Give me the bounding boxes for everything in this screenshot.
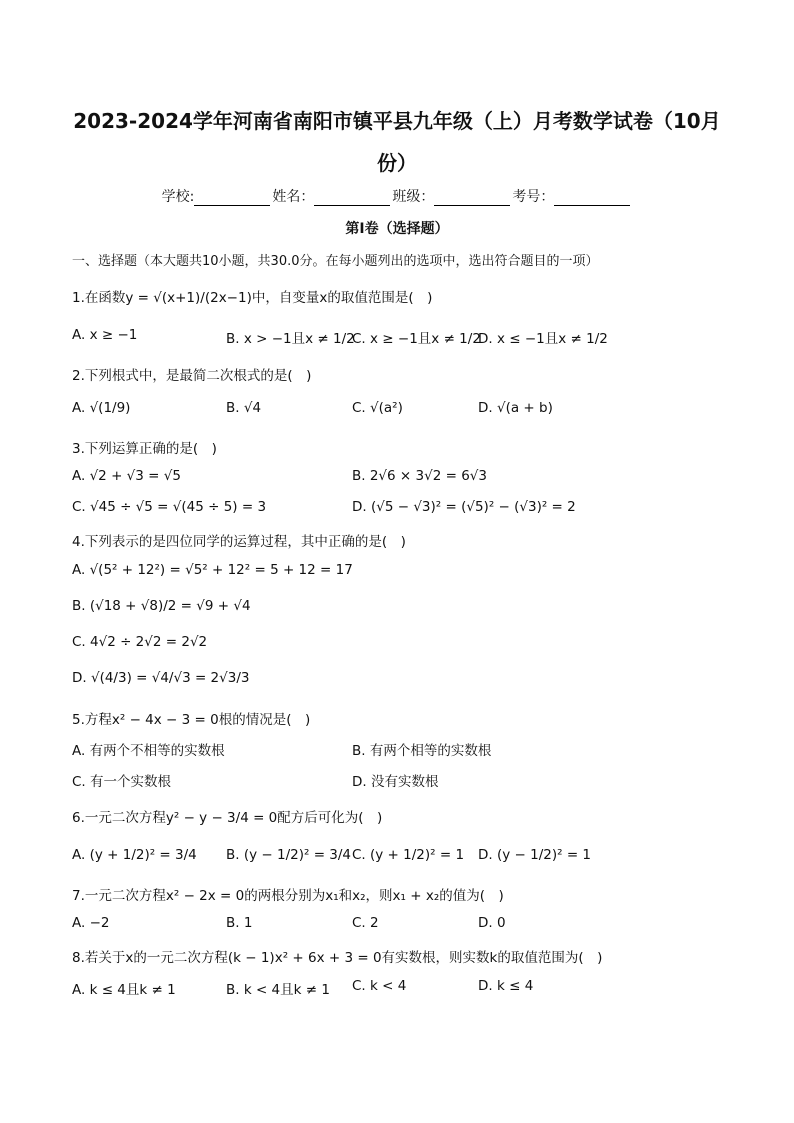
question-7-option-b[interactable]: B. 1 <box>226 915 253 931</box>
exam-no-blank[interactable] <box>554 191 630 206</box>
question-1-option-a[interactable]: A. x ≥ −1 <box>72 327 138 343</box>
question-6-option-d[interactable]: D. (y − 1/2)² = 1 <box>478 847 592 863</box>
question-5-option-b[interactable]: B. 有两个相等的实数根 <box>352 743 492 759</box>
name-blank[interactable] <box>314 191 390 206</box>
student-info-line <box>0 186 794 206</box>
question-3-option-b[interactable]: B. 2√6 × 3√2 = 6√3 <box>352 468 487 484</box>
question-8-option-c[interactable]: C. k < 4 <box>352 978 407 994</box>
school-label: 学校: <box>161 189 195 205</box>
question-4-option-a[interactable]: A. √(5² + 12²) = √5² + 12² = 5 + 12 = 17 <box>72 562 353 578</box>
question-1-stem: 1.在函数y = √(x+1)/(2x−1)中，自变量x的取值范围是( ) <box>72 290 433 306</box>
school-blank[interactable] <box>194 191 270 206</box>
question-1-option-d[interactable]: D. x ≤ −1且x ≠ 1/2 <box>478 331 608 347</box>
question-3-stem: 3.下列运算正确的是( ) <box>72 441 217 457</box>
question-3-option-a[interactable]: A. √2 + √3 = √5 <box>72 468 181 484</box>
question-4-option-d[interactable]: D. √(4/3) = √4/√3 = 2√3/3 <box>72 670 250 686</box>
question-3-option-d[interactable]: D. (√5 − √3)² = (√5)² − (√3)² = 2 <box>352 499 576 515</box>
question-5-option-c[interactable]: C. 有一个实数根 <box>72 774 172 790</box>
question-2-option-d[interactable]: D. √(a + b) <box>478 400 553 416</box>
question-8-stem: 8.若关于x的一元二次方程(k − 1)x² + 6x + 3 = 0有实数根，则实数k的取值范围为( ) <box>72 950 603 966</box>
question-1-option-b[interactable]: B. x > −1且x ≠ 1/2 <box>226 331 355 347</box>
question-4-stem: 4.下列表示的是四位同学的运算过程，其中正确的是( ) <box>72 534 406 550</box>
question-5-option-a[interactable]: A. 有两个不相等的实数根 <box>72 743 225 759</box>
part-title: 第I卷（选择题） <box>345 221 449 237</box>
section-title: 一、选择题（本大题共10小题，共30.0分。在每小题列出的选项中，选出符合题目的一项） <box>72 254 599 269</box>
question-7-stem: 7.一元二次方程x² − 2x = 0的两根分别为x₁和x₂，则x₁ + x₂的值为( ) <box>72 888 504 904</box>
question-7-option-d[interactable]: D. 0 <box>478 915 506 931</box>
exam-no-label: 考号： <box>512 189 555 205</box>
question-6-option-c[interactable]: C. (y + 1/2)² = 1 <box>352 847 465 863</box>
question-5-stem: 5.方程x² − 4x − 3 = 0根的情况是( ) <box>72 712 311 728</box>
question-8-option-d[interactable]: D. k ≤ 4 <box>478 978 534 994</box>
question-2-option-a[interactable]: A. √(1/9) <box>72 400 131 416</box>
question-7-option-c[interactable]: C. 2 <box>352 915 379 931</box>
question-5-option-d[interactable]: D. 没有实数根 <box>352 774 439 790</box>
question-8-option-b[interactable]: B. k < 4且k ≠ 1 <box>226 982 330 998</box>
title-line-2: 份） <box>377 151 417 175</box>
question-7-option-a[interactable]: A. −2 <box>72 915 110 931</box>
question-2-option-c[interactable]: C. √(a²) <box>352 400 403 416</box>
question-1-option-c[interactable]: C. x ≥ −1且x ≠ 1/2 <box>352 331 481 347</box>
question-4-option-b[interactable]: B. (√18 + √8)/2 = √9 + √4 <box>72 598 251 614</box>
question-8-option-a[interactable]: A. k ≤ 4且k ≠ 1 <box>72 982 176 998</box>
exam-title <box>60 100 734 184</box>
question-6-stem: 6.一元二次方程y² − y − 3/4 = 0配方后可化为( ) <box>72 810 383 826</box>
name-label: 姓名： <box>272 189 315 205</box>
question-2-option-b[interactable]: B. √4 <box>226 400 262 416</box>
question-2-stem: 2.下列根式中，是最简二次根式的是( ) <box>72 368 312 384</box>
question-4-option-c[interactable]: C. 4√2 ÷ 2√2 = 2√2 <box>72 634 208 650</box>
question-6-option-a[interactable]: A. (y + 1/2)² = 3/4 <box>72 847 197 863</box>
question-3-option-c[interactable]: C. √45 ÷ √5 = √(45 ÷ 5) = 3 <box>72 499 267 515</box>
class-blank[interactable] <box>434 191 510 206</box>
class-label: 班级： <box>392 189 435 205</box>
title-line-1: 2023-2024学年河南省南阳市镇平县九年级（上）月考数学试卷（10月 <box>73 109 721 133</box>
question-6-option-b[interactable]: B. (y − 1/2)² = 3/4 <box>226 847 352 863</box>
